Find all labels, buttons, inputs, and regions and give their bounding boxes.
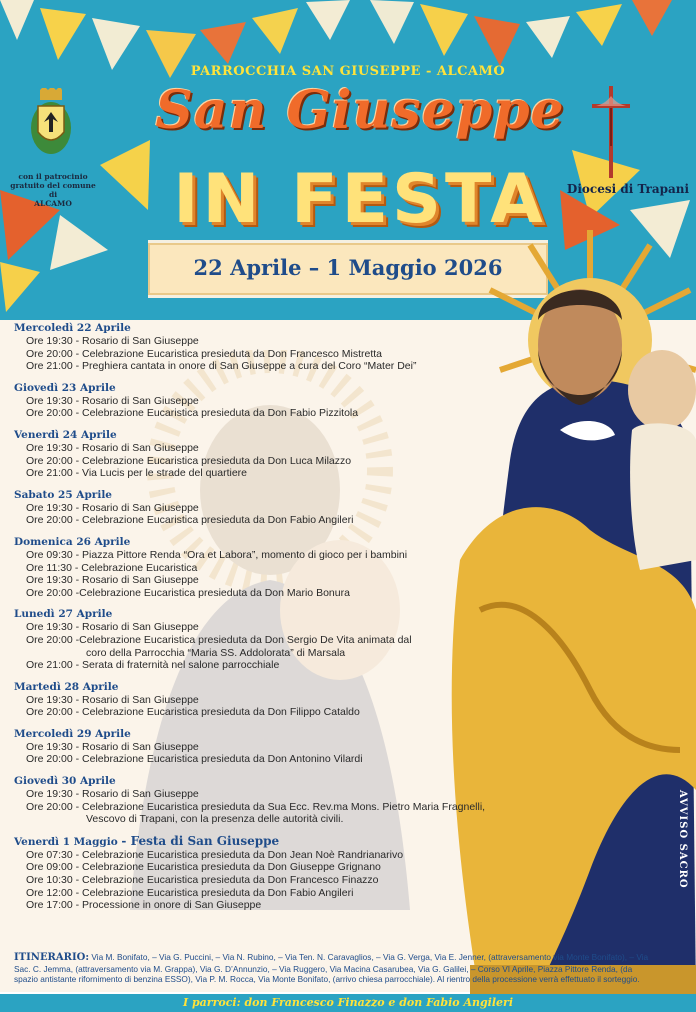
schedule-event: Ore 19:30 - Rosario di San Giuseppe [26, 788, 199, 801]
day-title [14, 835, 484, 849]
day-title [14, 728, 484, 741]
schedule-event: Ore 17:00 - Processione in onore di San Giuseppe [26, 899, 262, 912]
schedule-event: Ore 19:30 - Rosario di San Giuseppe [26, 441, 199, 454]
day-title [14, 536, 484, 549]
schedule-event: Ore 09:00 - Celebrazione Eucaristica presieduta da Don Giuseppe Grignano [26, 861, 381, 874]
avviso-sacro-label: AVVISO SACRO [677, 790, 688, 889]
day-date: Domenica 26 Aprile [14, 535, 131, 548]
day-title [14, 382, 484, 395]
day-title [14, 489, 484, 502]
day-title [14, 429, 484, 442]
day-date: Mercoledì 29 Aprile [14, 727, 131, 740]
schedule-event: Ore 20:00 - Celebrazione Eucaristica presieduta da Sua Ecc. Rev.ma Mons. Pietro Maria Fragnelli, [26, 800, 486, 813]
schedule-event: coro della Parrocchia “Maria SS. Addolorata” di Marsala [86, 646, 346, 659]
schedule-day [14, 429, 484, 480]
day-date: Giovedì 30 Aprile [14, 775, 116, 788]
schedule-day [14, 681, 484, 719]
schedule-event: Ore 19:30 - Rosario di San Giuseppe [26, 501, 199, 514]
schedule-event: Ore 19:30 - Rosario di San Giuseppe [26, 394, 199, 407]
title-san-giuseppe: San Giuseppe [155, 80, 565, 141]
day-title [14, 681, 484, 694]
schedule-event: Ore 20:00 - Celebrazione Eucaristica presieduta da Don Fabio Pizzitola [26, 407, 359, 420]
schedule-event: Ore 19:30 - Rosario di San Giuseppe [26, 740, 199, 753]
alcamo-crest-icon [28, 88, 74, 170]
schedule-event: Ore 20:00 -Celebrazione Eucaristica presieduta da Don Sergio De Vita animata dal [26, 633, 412, 646]
day-date: Venerdì 1 Maggio [14, 835, 118, 848]
schedule-event: Ore 19:30 - Rosario di San Giuseppe [26, 621, 199, 634]
schedule-event: Ore 12:00 - Celebrazione Eucaristica presieduta da Don Fabio Angileri [26, 886, 354, 899]
schedule-day [14, 835, 484, 912]
schedule-event: Ore 19:30 - Rosario di San Giuseppe [26, 693, 199, 706]
day-date: Mercoledì 22 Aprile [14, 322, 131, 334]
schedule-event: Ore 20:00 - Celebrazione Eucaristica presieduta da Don Antonino Vilardi [26, 753, 363, 766]
day-title [14, 775, 484, 788]
day-date: Giovedì 23 Aprile [14, 381, 116, 394]
title-in-festa: IN FESTA [173, 160, 547, 239]
schedule-event: Ore 20:00 - Celebrazione Eucaristica presieduta da Don Luca Milazzo [26, 454, 352, 467]
schedule [14, 322, 484, 921]
patronage-note [10, 172, 96, 208]
schedule-event: Ore 20:00 - Celebrazione Eucaristica presieduta da Don Fabio Angileri [26, 514, 354, 527]
schedule-event: Ore 10:30 - Celebrazione Eucaristica presieduta da Don Francesco Finazzo [26, 874, 379, 887]
schedule-event: Ore 21:00 - Preghiera cantata in onore di San Giuseppe a cura del Coro “Mater Dei” [26, 360, 417, 373]
parish-priests: I parroci: don Francesco Finazzo e don Fabio Angileri [182, 996, 514, 1009]
patronage-line: gratuito del comune [10, 181, 96, 190]
schedule-day [14, 382, 484, 420]
schedule-day [14, 775, 484, 826]
day-title [14, 322, 484, 335]
schedule-event: Ore 19:30 - Rosario di San Giuseppe [26, 335, 199, 347]
schedule-event: Ore 20:00 - Celebrazione Eucaristica presieduta da Don Filippo Cataldo [26, 706, 360, 719]
schedule-event: Ore 20:00 -Celebrazione Eucaristica presieduta da Don Mario Bonura [26, 586, 350, 599]
schedule-day [14, 608, 484, 671]
diocese-name: Diocesi di Trapani [566, 182, 690, 196]
schedule-event: Ore 21:00 - Serata di fraternità nel salone parrocchiale [26, 659, 280, 672]
itinerary-text: Via M. Bonifato, – Via G. Puccini, – Via N. Rubino, – Via Ten. N. Caravaglios, – Via G. Verga, Via E. Jenner, (attraversamento via Monte Bonifato), – Via Sac. C. Jemma, (attraversamento via M. Grappa), Via G. D’Annunzio, – Via Ruggero, Via Macina Casarubea, Via G. Galilei, – Corso VI Aprile, Piazza Pittore Renda, (da spazio antistante rifornimento di benzina ESSO), Via P. M. Rocca, Via Monte Bonifato, (arrivo chiesa parrocchiale). Al rientro della processione verrà effettuato il sorteggio. [14, 952, 649, 984]
schedule-day [14, 728, 484, 766]
crucifix-icon [590, 86, 632, 178]
patronage-line: con il patrocinio [18, 172, 88, 181]
festival-dates: 22 Aprile – 1 Maggio 2026 [193, 255, 503, 280]
schedule-event: Vescovo di Trapani, con la presenza delle autorità civili. [86, 813, 344, 826]
parish-name: PARROCCHIA SAN GIUSEPPE - ALCAMO [190, 64, 506, 79]
day-date: Lunedì 27 Aprile [14, 608, 113, 621]
day-date: Venerdì 24 Aprile [14, 428, 117, 441]
itinerary-label: ITINERARIO: [14, 952, 90, 963]
schedule-event: Ore 11:30 - Celebrazione Eucaristica [26, 561, 198, 574]
schedule-event: Ore 21:00 - Via Lucis per le strade del quartiere [26, 467, 248, 480]
itinerary [14, 952, 654, 985]
schedule-day [14, 322, 484, 373]
schedule-event: Ore 19:30 - Rosario di San Giuseppe [26, 574, 199, 587]
patronage-line: di [48, 190, 58, 199]
day-date: Sabato 25 Aprile [14, 488, 112, 501]
footer-banner [0, 994, 696, 1012]
schedule-event: Ore 09:30 - Piazza Pittore Renda “Ora et Labora”, momento di gioco per i bambini [26, 548, 408, 561]
schedule-day [14, 536, 484, 599]
schedule-event: Ore 07:30 - Celebrazione Eucaristica presieduta da Don Jean Noè Randrianarivo [26, 848, 404, 861]
feast-title: - Festa di San Giuseppe [121, 833, 280, 848]
schedule-day [14, 489, 484, 527]
day-title [14, 608, 484, 621]
patronage-line: ALCAMO [34, 199, 72, 208]
day-date: Martedì 28 Aprile [14, 680, 119, 693]
schedule-event: Ore 20:00 - Celebrazione Eucaristica presieduta da Don Francesco Mistretta [26, 347, 383, 360]
